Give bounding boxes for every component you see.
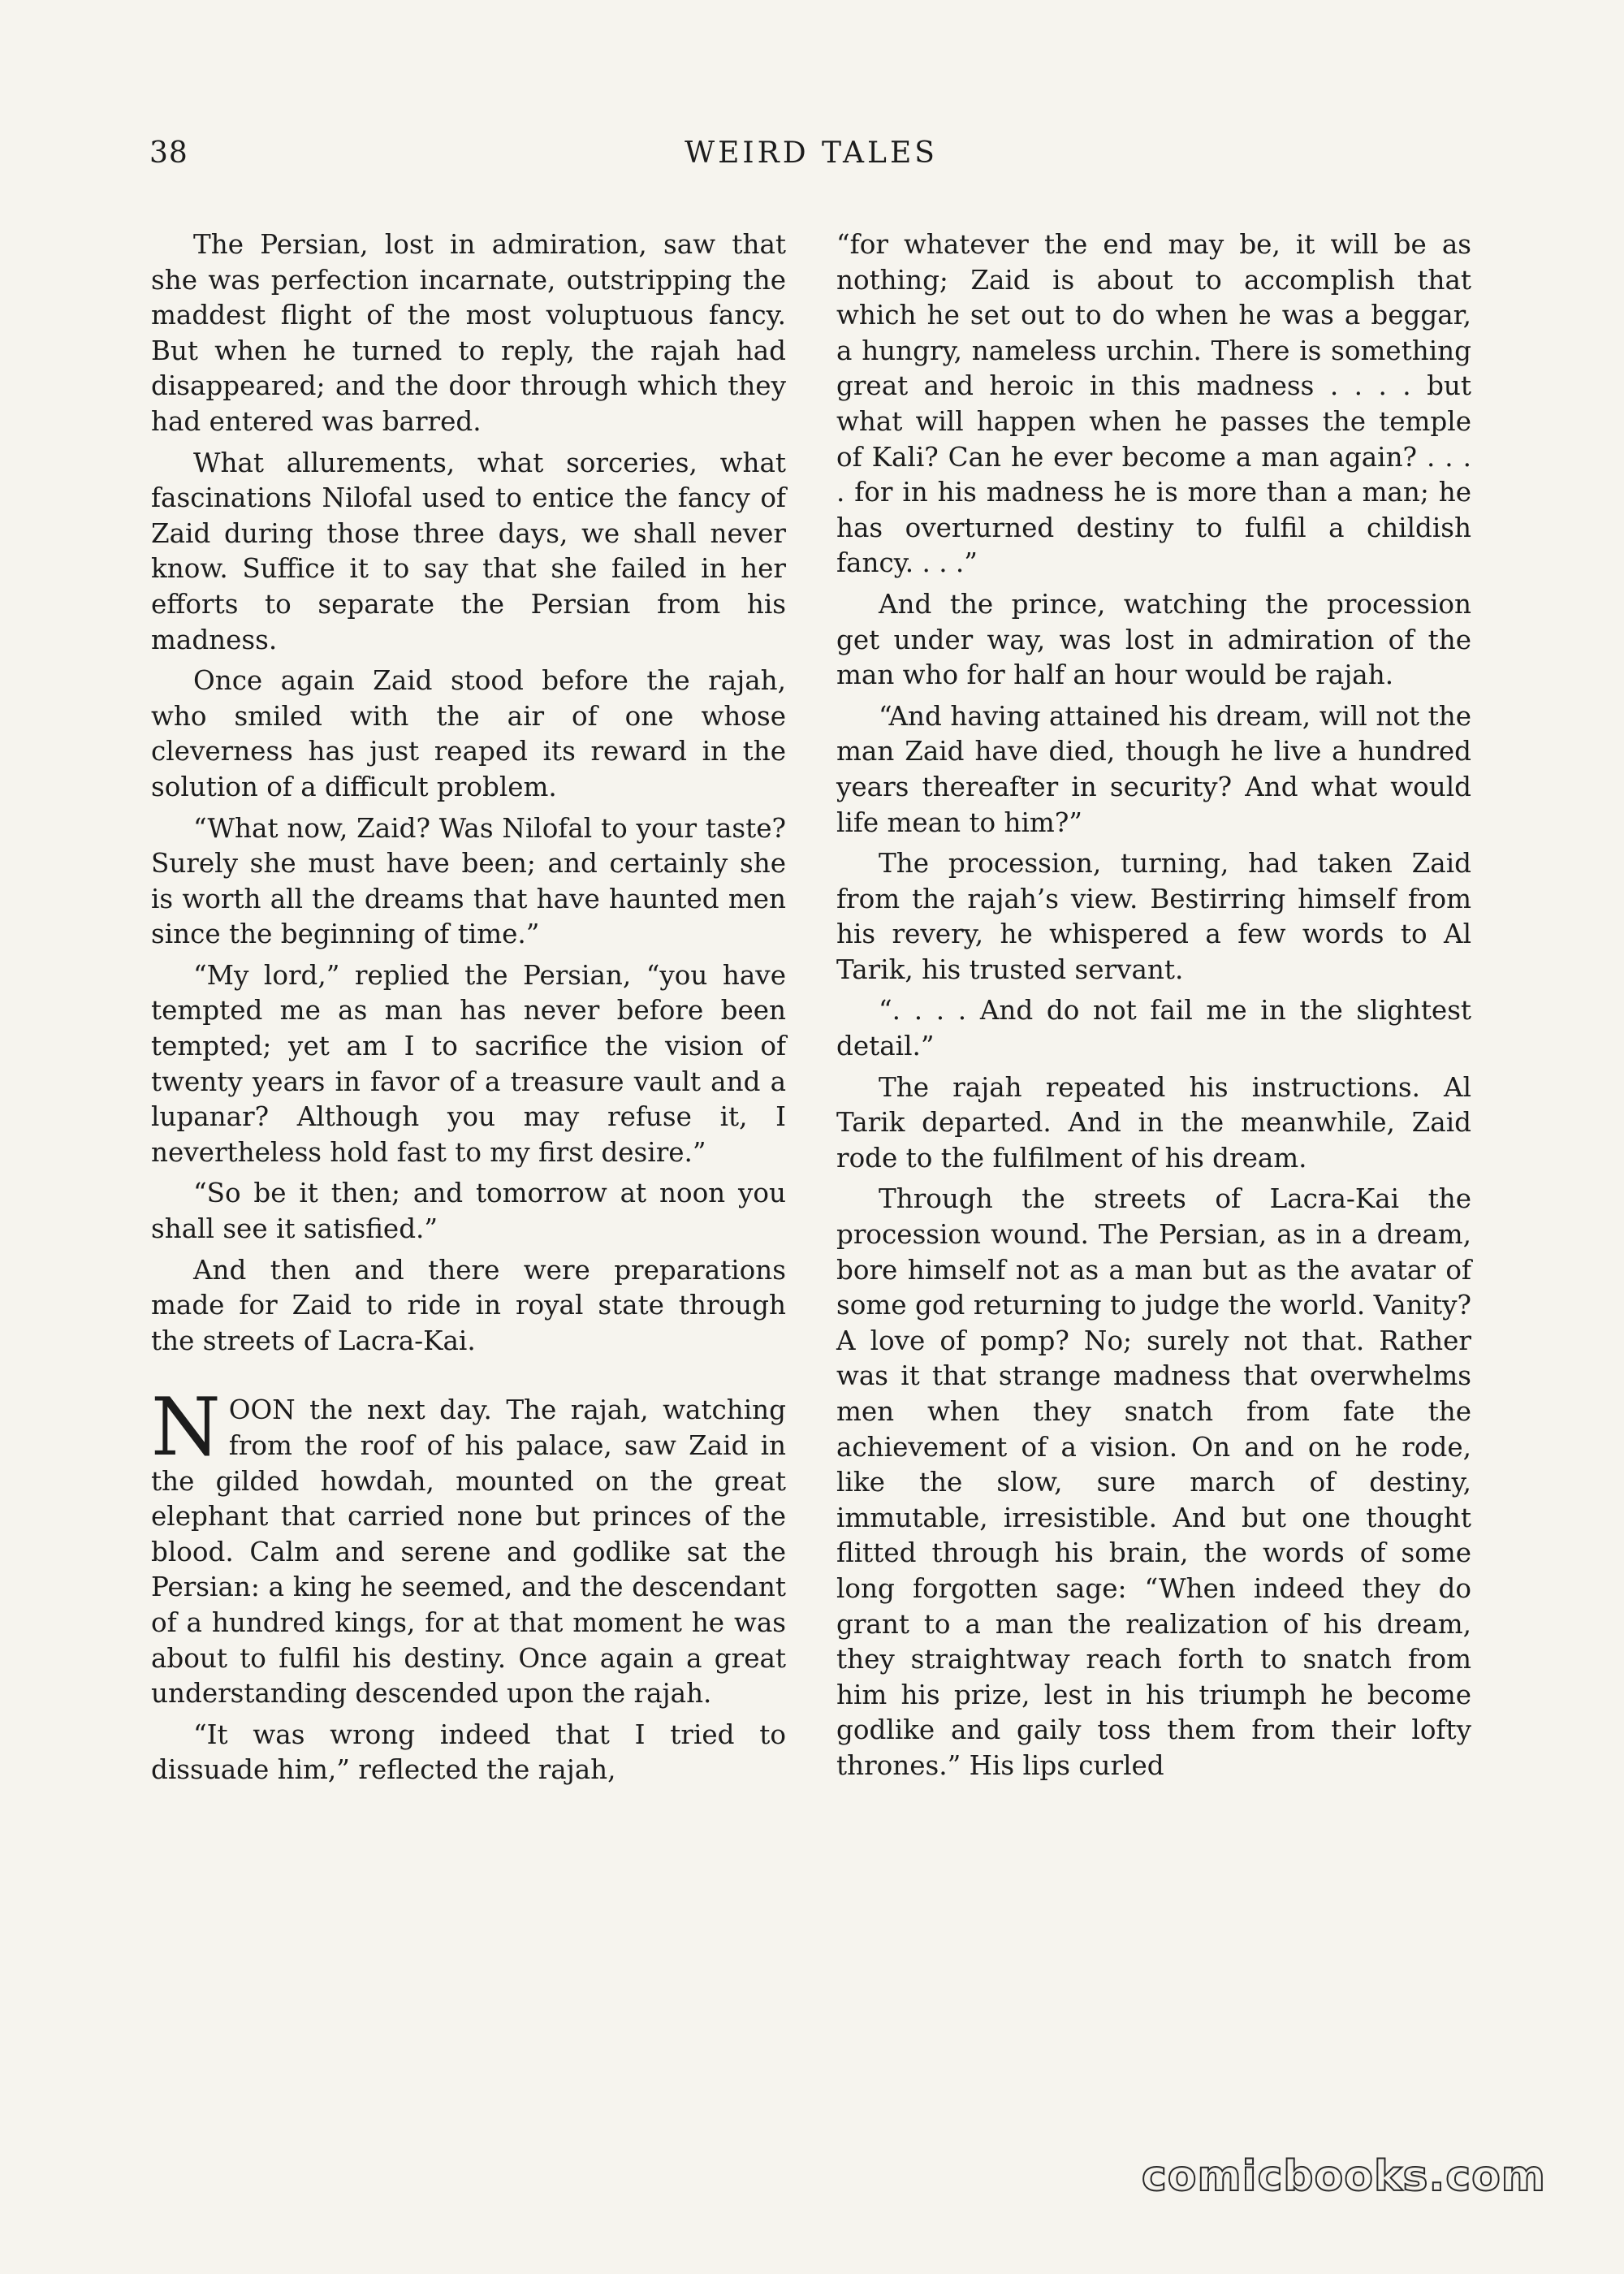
watermark: comicbooks.com bbox=[1141, 2152, 1546, 2201]
running-title: WEIRD TALES bbox=[685, 136, 938, 170]
paragraph: “What now, Zaid? Was Nilofal to your taste? Surely she must have been; and certainly she is worth all the dreams that have haunted men since the beginning of time.” bbox=[151, 812, 786, 950]
left-column bbox=[151, 227, 786, 1794]
section-opening-paragraph bbox=[151, 1381, 786, 1711]
paragraph: The procession, turning, had taken Zaid from the rajah’s view. Bestirring himself from his revery, he whispered a few words to Al Tarik, his trusted servant. bbox=[836, 848, 1471, 985]
paragraph-continued: “for whatever the end may be, it will be as nothing; Zaid is about to accomplish that which he set out to do when he was a beggar, a hungry, nameless urchin. There is something great and heroic in this madness . . . . but what will happen when he passes the temple of Kali? Can he ever become a man again? . . . . for in his madness he is more than a man; he has overturned destiny to fulfil a childish fancy. . . .” bbox=[836, 229, 1471, 579]
paragraph: What allurements, what sorceries, what fascinations Nilofal used to entice the fancy of Zaid during those three days, we shall never know. Suffice it to say that she failed in her efforts to separate the Persian from his madness. bbox=[151, 447, 786, 655]
drop-cap: N bbox=[151, 1381, 221, 1475]
paragraph: And the prince, watching the procession get under way, was lost in admiration of the man who for half an hour would be rajah. bbox=[836, 588, 1471, 691]
paragraph: Once again Zaid stood before the rajah, who smiled with the air of one whose cleverness has just reaped its reward in the solution of a difficult problem. bbox=[151, 665, 786, 802]
paragraph: The rajah repeated his instructions. Al Tarik departed. And in the meanwhile, Zaid rode to the fulfilment of his dream. bbox=[836, 1071, 1471, 1174]
right-column bbox=[836, 227, 1471, 1790]
page-number: 38 bbox=[149, 136, 188, 170]
paragraph: “So be it then; and tomorrow at noon you shall see it satisfied.” bbox=[151, 1178, 786, 1245]
paragraph: And then and there were preparations made for Zaid to ride in royal state through the streets of Lacra-Kai. bbox=[151, 1254, 786, 1356]
paragraph: Through the streets of Lacra-Kai the procession wound. The Persian, as in a dream, bore himself not as a man but as the avatar of some god returning to judge the world. Vanity? A love of pomp? No; surely not that. Rather was it that strange madness that overwhelms men when they snatch from fate the achievement of a vision. On and on he rode, like the slow, sure march of destiny, immutable, irresistible. And but one thought flitted through his brain, the words of some long forgotten sage: “When indeed they do grant to a man the realization of his dream, they straightway reach forth to snatch from him his prize, lest in his triumph he become godlike and gaily toss them from their lofty thrones.” His lips curled bbox=[836, 1183, 1471, 1781]
paragraph: The Persian, lost in admiration, saw that she was perfection incarnate, outstripping the maddest flight of the most voluptuous fancy. But when he turned to reply, the rajah had disappeared; and the door through which they had entered was barred. bbox=[151, 229, 786, 437]
paragraph: “And having attained his dream, will not the man Zaid have died, though he live a hundred years thereafter in security? And what would life mean to him?” bbox=[836, 700, 1471, 838]
paragraph: “My lord,” replied the Persian, “you have tempted me as man has never before been tempted; yet am I to sacrifice the vision of twenty years in favor of a treasure vault and a lupanar? Although you may refuse it, I nevertheless hold fast to my first desire.” bbox=[151, 959, 786, 1168]
page-header bbox=[149, 136, 1473, 185]
paragraph: “It was wrong indeed that I tried to dissuade him,” reflected the rajah, bbox=[151, 1718, 786, 1786]
paragraph: “. . . . And do not fail me in the slightest detail.” bbox=[836, 995, 1471, 1062]
paragraph-text: OON the next day. The rajah, watching from the roof of his palace, saw Zaid in the gilded howdah, mounted on the great elephant that carried none but princes of the blood. Calm and serene and godlike sat the Persian: a king he seemed, and the descendant of a hundred kings, for at that moment he was about to fulfil his destiny. Once again a great understanding descended upon the rajah. bbox=[151, 1394, 786, 1710]
